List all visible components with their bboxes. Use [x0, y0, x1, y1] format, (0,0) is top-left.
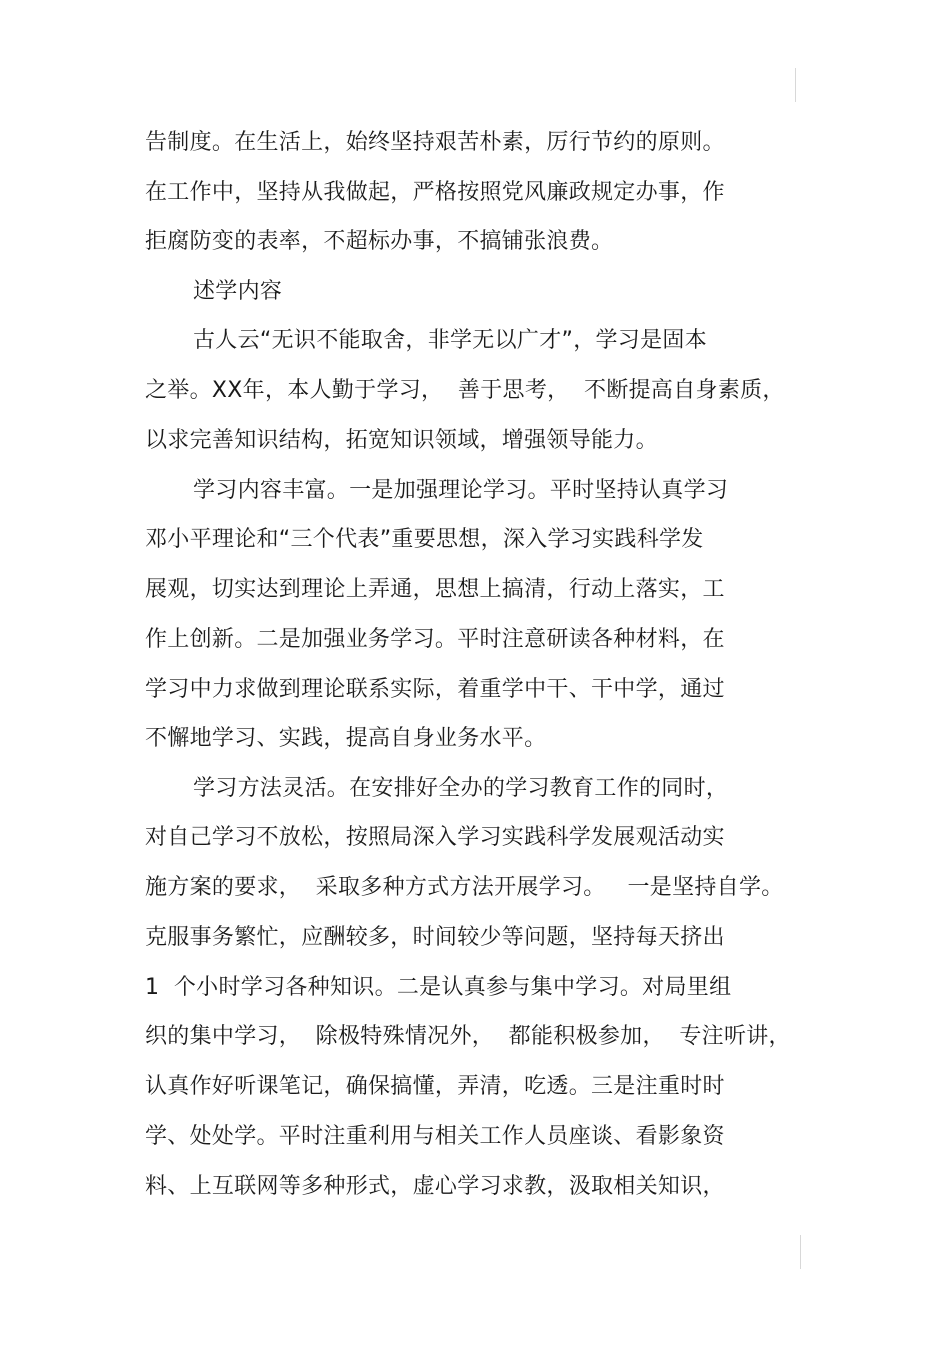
text-line-19: 织的集中学习， 除极特殊情况外， 都能积极参加， 专注听讲，	[145, 1024, 791, 1049]
margin-mark-top	[795, 68, 796, 102]
text-line-21: 学、处处学。平时注重利用与相关工作人员座谈、看影象资	[145, 1124, 725, 1149]
text-line-5: 古人云“无识不能取舍，非学无以广才”，学习是固本	[193, 328, 707, 353]
text-line-12: 学习中力求做到理论联系实际，着重学中干、干中学，通过	[145, 677, 725, 702]
text-line-7: 以求完善知识结构，拓宽知识领域，增强领导能力。	[145, 428, 658, 453]
text-line-16: 施方案的要求， 采取多种方式方法开展学习。 一是坚持自学。	[145, 875, 784, 900]
text-line-11: 作上创新。二是加强业务学习。平时注意研读各种材料，在	[145, 627, 725, 652]
text-line-10: 展观，切实达到理论上弄通，思想上搞清，行动上落实，工	[145, 577, 725, 602]
section-heading: 述学内容	[193, 279, 283, 304]
text-line-22: 料、上互联网等多种形式，虚心学习求教，汲取相关知识，	[145, 1174, 725, 1199]
text-line-2: 在工作中，坚持从我做起，严格按照党风廉政规定办事，作	[145, 180, 725, 205]
text-line-3: 拒腐防变的表率，不超标办事，不搞铺张浪费。	[145, 229, 614, 254]
margin-mark-bottom	[800, 1235, 801, 1269]
text-line-18: 1 个小时学习各种知识。二是认真参与集中学习。对局里组	[145, 975, 732, 1000]
text-line-20: 认真作好听课笔记，确保搞懂，弄清，吃透。三是注重时时	[145, 1074, 725, 1099]
text-line-1: 告制度。在生活上，始终坚持艰苦朴素，厉行节约的原则。	[145, 130, 725, 155]
text-line-17: 克服事务繁忙，应酬较多，时间较少等问题，坚持每天挤出	[145, 925, 725, 950]
text-line-15: 对自己学习不放松，按照局深入学习实践科学发展观活动实	[145, 825, 725, 850]
text-line-13: 不懈地学习、实践，提高自身业务水平。	[145, 726, 547, 751]
text-line-6: 之举。XX年，本人勤于学习， 善于思考， 不断提高自身素质，	[145, 378, 785, 403]
text-line-9: 邓小平理论和“三个代表”重要思想，深入学习实践科学发	[145, 527, 704, 552]
text-line-14: 学习方法灵活。在安排好全办的学习教育工作的同时，	[193, 776, 729, 801]
text-line-8: 学习内容丰富。一是加强理论学习。平时坚持认真学习	[193, 478, 729, 503]
